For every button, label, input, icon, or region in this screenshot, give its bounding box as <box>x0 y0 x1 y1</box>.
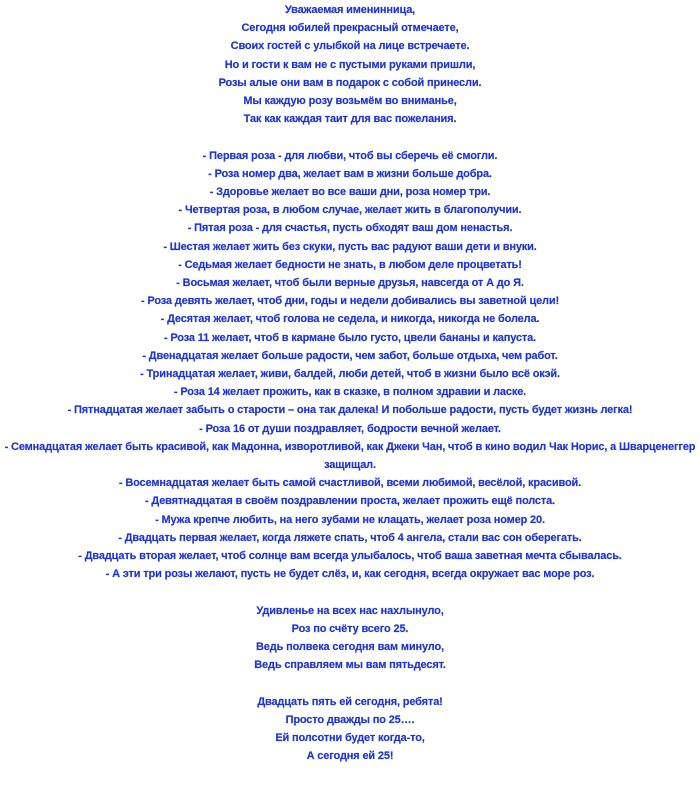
poem-line: Удивленье на всех нас нахлынуло, <box>256 604 444 617</box>
poem-line: Но и гости к вам не с пустыми руками пришли, <box>224 58 476 71</box>
rose-wish-line: - Пятая роза - для счастья, пусть обходят ваш дом ненастья. <box>187 222 513 235</box>
poem-line: Роз по счёту всего 25. <box>291 622 409 635</box>
rose-wish-line: - Двенадцатая желает больше радости, чем забот, больше отдыха, чем работ. <box>142 349 558 362</box>
rose-wish-line: - Пятнадцатая желает забыть о старости – она так далека! И побольше радости, пусть будет жизнь легка! <box>67 404 633 417</box>
intro-stanza <box>0 1 700 128</box>
poem-line: Сегодня юбилей прекрасный отмечаете, <box>241 22 459 35</box>
poem-line: Своих гостей с улыбкой на лице встречаете. <box>230 40 470 53</box>
rose-wish-line: - Первая роза - для любви, чтоб вы сберечь её смогли. <box>202 149 498 162</box>
poem-line: А сегодня ей 25! <box>306 750 394 763</box>
rose-wish-line: - Восьмая желает, чтоб были верные друзья, навсегда от А до Я. <box>176 277 524 290</box>
surprise-stanza <box>0 602 700 675</box>
rose-wish-line: - Двадцать первая желает, когда ляжете спать, чтоб 4 ангела, стали вас сон оберегать. <box>118 531 582 544</box>
anniversary-poem <box>0 1 700 765</box>
poem-line: Мы каждую розу возьмём во вниманье, <box>243 95 457 108</box>
poem-line: Уважаемая именинница, <box>284 4 416 16</box>
rose-wish-line: - Роза номер два, желает вам в жизни больше добра. <box>208 167 492 180</box>
poem-line: Ведь справляем мы вам пятьдесят. <box>254 659 446 672</box>
poem-line: Двадцать пять ей сегодня, ребята! <box>257 695 443 708</box>
rose-wish-line: - Двадцать вторая желает, чтоб солнце вам всегда улыбалось, чтоб ваша заветная мечта сбывалась. <box>78 550 622 563</box>
poem-line: Так как каждая таит для вас пожелания. <box>243 113 457 126</box>
rose-wish-line: - Тринадцатая желает, живи, балдей, люби детей, чтоб в жизни было всё окэй. <box>140 368 560 381</box>
rose-wish-line: - Роза 11 желает, чтоб в кармане было густо, цвели бананы и капуста. <box>163 331 537 344</box>
roses-stanza <box>0 147 700 584</box>
poem-line: Ведь полвека сегодня вам минуло, <box>256 641 444 654</box>
poem-line: Просто дважды по 25…. <box>285 713 415 726</box>
rose-wish-line: - Десятая желает, чтоб голова не седела, и никогда, никогда не болела. <box>160 313 540 326</box>
rose-wish-line: - Роза 16 от души поздравляет, бодрости вечной желает. <box>199 422 501 435</box>
rose-wish-line: - А эти три розы желают, пусть не будет слёз, и, как сегодня, всегда окружает вас море роз. <box>105 568 595 581</box>
closing-stanza <box>0 693 700 766</box>
rose-wish-line: - Восемнадцатая желает быть самой счастливой, всеми любимой, весёлой, красивой. <box>118 477 582 490</box>
rose-wish-line: - Здоровье желает во все ваши дни, роза номер три. <box>209 186 491 199</box>
rose-wish-line: - Шестая желает жить без скуки, пусть вас радуют ваши дети и внуки. <box>163 240 537 253</box>
rose-wish-line: - Мужа крепче любить, на него зубами не клацать, желает роза номер 20. <box>155 513 545 526</box>
poem-line: Ей полсотни будет когда-то, <box>275 732 425 745</box>
rose-wish-line: - Роза 14 желает прожить, как в сказке, в полном здравии и ласке. <box>173 386 527 399</box>
rose-wish-line: - Семнадцатая желает быть красивой, как Мадонна, изворотливой, как Джеки Чан, чтоб в кино водил Чак Норис, а Шварценеггер защищал. <box>4 440 696 472</box>
rose-wish-line: - Роза девять желает, чтоб дни, годы и недели добивались вы заветной цели! <box>140 295 560 308</box>
rose-wish-line: - Девятнадцатая в своём поздравлении проста, желает прожить ещё полста. <box>144 495 556 508</box>
rose-wish-line: - Седьмая желает бедности не знать, в любом деле процветать! <box>178 258 522 271</box>
poem-line: Розы алые они вам в подарок с собой принесли. <box>218 76 482 89</box>
rose-wish-line: - Четвертая роза, в любом случае, желает жить в благополучии. <box>178 204 522 217</box>
